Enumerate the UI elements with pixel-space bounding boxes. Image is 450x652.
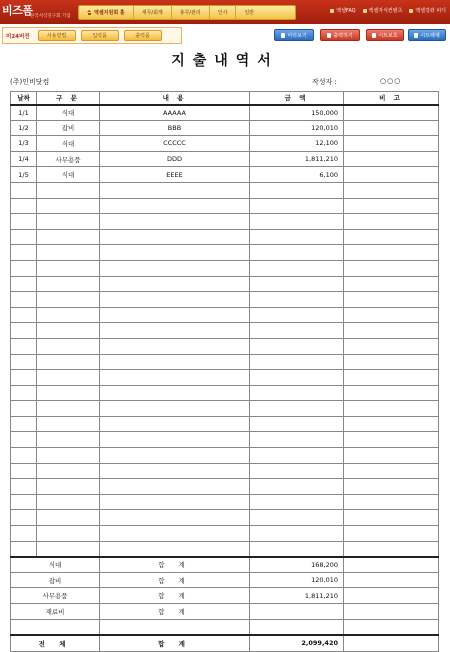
cell-amount[interactable] xyxy=(250,323,344,339)
cell-date[interactable] xyxy=(11,338,37,354)
empty-row xyxy=(11,448,439,464)
cell-date[interactable] xyxy=(11,463,37,479)
bullet-icon xyxy=(363,9,367,13)
cell-note[interactable] xyxy=(344,260,439,276)
cell-date[interactable] xyxy=(11,323,37,339)
nav-item-hr[interactable] xyxy=(209,6,236,19)
cell-content[interactable]: AAAAA xyxy=(100,105,250,121)
cell-date[interactable] xyxy=(11,292,37,308)
link-label: 엑셀자식컨텐츠 xyxy=(368,8,403,14)
cell-amount[interactable] xyxy=(250,214,344,230)
cell-category[interactable]: 사무용품 xyxy=(37,151,100,167)
empty-row xyxy=(11,541,439,557)
cell-note[interactable] xyxy=(344,370,439,386)
summary-row xyxy=(11,557,439,573)
summary-row xyxy=(11,588,439,604)
home-icon xyxy=(87,10,92,15)
cell-amount[interactable] xyxy=(250,370,344,386)
cell-amount[interactable] xyxy=(250,479,344,495)
summary-category[interactable] xyxy=(11,619,100,635)
cell-date[interactable] xyxy=(11,276,37,292)
summary-amount: 168,200 xyxy=(250,557,344,573)
grand-total-note xyxy=(344,635,439,652)
empty-row xyxy=(11,479,439,495)
cell-note[interactable] xyxy=(344,526,439,542)
cell-amount[interactable] xyxy=(250,494,344,510)
table-header-row xyxy=(11,92,439,105)
print-button[interactable] xyxy=(320,29,360,41)
sheet-protect-button[interactable] xyxy=(366,29,404,41)
cell-date[interactable] xyxy=(11,354,37,370)
preview-icon xyxy=(281,33,285,38)
cell-note[interactable] xyxy=(344,354,439,370)
cell-content[interactable] xyxy=(100,448,250,464)
cell-amount[interactable] xyxy=(250,448,344,464)
cell-amount[interactable]: 6,100 xyxy=(250,167,344,183)
cell-note[interactable] xyxy=(344,541,439,557)
cell-content[interactable] xyxy=(100,401,250,417)
cell-content[interactable] xyxy=(100,385,250,401)
empty-row xyxy=(11,463,439,479)
summary-label: 합 계 xyxy=(100,557,250,573)
cell-category[interactable] xyxy=(37,354,100,370)
summary-category[interactable]: 사무용품 xyxy=(11,588,100,604)
cell-amount[interactable] xyxy=(250,401,344,417)
top-bar xyxy=(0,0,450,24)
cell-note[interactable] xyxy=(344,323,439,339)
cell-amount[interactable] xyxy=(250,526,344,542)
print-label: 출력하기 xyxy=(333,32,353,39)
company-name: (주)인비닷컴 xyxy=(10,78,50,86)
cell-note[interactable] xyxy=(344,182,439,198)
summary-label: 합 계 xyxy=(100,588,250,604)
cell-content[interactable] xyxy=(100,260,250,276)
cell-date[interactable] xyxy=(11,370,37,386)
empty-row xyxy=(11,401,439,417)
cell-note[interactable] xyxy=(344,385,439,401)
cell-note[interactable] xyxy=(344,479,439,495)
version-box xyxy=(2,27,182,44)
utility-links xyxy=(330,7,446,14)
version-label: 미24버전 xyxy=(6,33,30,40)
nav-item-label: 세무/회계 xyxy=(141,10,163,16)
cell-category[interactable] xyxy=(37,510,100,526)
sheet-unprotect-label: 시트해제 xyxy=(420,32,440,39)
cell-amount[interactable]: 120,010 xyxy=(250,120,344,136)
cell-date[interactable] xyxy=(11,245,37,261)
cell-category[interactable] xyxy=(37,526,100,542)
cell-amount[interactable] xyxy=(250,260,344,276)
cell-content[interactable] xyxy=(100,463,250,479)
summary-label: 합 계 xyxy=(100,604,250,620)
cell-amount[interactable] xyxy=(250,276,344,292)
cell-date[interactable]: 1/2 xyxy=(11,120,37,136)
print-icon xyxy=(327,33,331,38)
cell-content[interactable] xyxy=(100,479,250,495)
cell-date[interactable] xyxy=(11,260,37,276)
summary-note[interactable] xyxy=(344,557,439,573)
summary-note[interactable] xyxy=(344,604,439,620)
output-form-button[interactable]: 출력폼 xyxy=(124,30,162,41)
cell-category[interactable] xyxy=(37,276,100,292)
table-row xyxy=(11,136,439,152)
empty-row xyxy=(11,260,439,276)
cell-category[interactable] xyxy=(37,416,100,432)
cell-note[interactable] xyxy=(344,494,439,510)
writer-label: 작성자 : xyxy=(312,78,337,86)
preview-button[interactable] xyxy=(274,29,314,41)
cell-content[interactable] xyxy=(100,354,250,370)
empty-row xyxy=(11,276,439,292)
cell-date[interactable] xyxy=(11,510,37,526)
nav-item-general[interactable] xyxy=(235,6,262,19)
table-row xyxy=(11,167,439,183)
cell-note[interactable] xyxy=(344,151,439,167)
empty-row xyxy=(11,307,439,323)
cell-content[interactable]: DDD xyxy=(100,151,250,167)
cell-note[interactable] xyxy=(344,214,439,230)
bizform-logo[interactable] xyxy=(2,2,74,22)
cell-note[interactable] xyxy=(344,198,439,214)
cell-amount[interactable] xyxy=(250,510,344,526)
link-excel-faq[interactable] xyxy=(330,7,355,14)
sheet-unprotect-button[interactable] xyxy=(408,29,446,41)
cell-content[interactable] xyxy=(100,541,250,557)
cell-category[interactable] xyxy=(37,307,100,323)
cell-content[interactable] xyxy=(100,276,250,292)
cell-date[interactable] xyxy=(11,448,37,464)
empty-row xyxy=(11,214,439,230)
cell-note[interactable] xyxy=(344,292,439,308)
cell-category[interactable] xyxy=(37,338,100,354)
cell-note[interactable] xyxy=(344,136,439,152)
cell-category[interactable] xyxy=(37,245,100,261)
cell-note[interactable] xyxy=(344,401,439,417)
cell-content[interactable]: EEEE xyxy=(100,167,250,183)
nav-item-home[interactable] xyxy=(79,6,133,19)
nav-item-label: 인사 xyxy=(217,10,228,16)
grand-total-amount: 2,099,420 xyxy=(250,635,344,652)
cell-category[interactable]: 잡비 xyxy=(37,120,100,136)
sheet-protect-label: 시트보호 xyxy=(378,32,398,39)
cell-note[interactable] xyxy=(344,167,439,183)
grand-total-label: 전 체 xyxy=(11,635,100,652)
link-excel-lecture[interactable] xyxy=(409,7,446,14)
empty-row xyxy=(11,182,439,198)
cell-category[interactable] xyxy=(37,214,100,230)
cell-date[interactable] xyxy=(11,214,37,230)
cell-date[interactable]: 1/1 xyxy=(11,105,37,121)
empty-row xyxy=(11,292,439,308)
cell-amount[interactable]: 1,811,210 xyxy=(250,151,344,167)
cell-category[interactable] xyxy=(37,260,100,276)
summary-row xyxy=(11,604,439,620)
summary-note[interactable] xyxy=(344,588,439,604)
cell-category[interactable] xyxy=(37,323,100,339)
cell-content[interactable] xyxy=(100,292,250,308)
cell-note[interactable] xyxy=(344,229,439,245)
cell-category[interactable] xyxy=(37,479,100,495)
cell-category[interactable] xyxy=(37,385,100,401)
cell-content[interactable] xyxy=(100,510,250,526)
cell-date[interactable]: 1/3 xyxy=(11,136,37,152)
cell-category[interactable]: 식대 xyxy=(37,105,100,121)
cell-date[interactable]: 1/5 xyxy=(11,167,37,183)
cell-date[interactable] xyxy=(11,541,37,557)
cell-amount[interactable]: 12,100 xyxy=(250,136,344,152)
empty-row xyxy=(11,494,439,510)
table-row xyxy=(11,120,439,136)
cell-amount[interactable] xyxy=(250,338,344,354)
cell-note[interactable] xyxy=(344,338,439,354)
cell-content[interactable] xyxy=(100,182,250,198)
column-header-note: 비 고 xyxy=(344,92,439,105)
empty-row xyxy=(11,416,439,432)
cell-category[interactable] xyxy=(37,401,100,417)
empty-row xyxy=(11,245,439,261)
cell-category[interactable] xyxy=(37,448,100,464)
cell-date[interactable] xyxy=(11,385,37,401)
cell-category[interactable] xyxy=(37,292,100,308)
summary-category[interactable]: 식대 xyxy=(11,557,100,573)
nav-item-label: 총무/관리 xyxy=(179,10,201,16)
cell-date[interactable] xyxy=(11,432,37,448)
cell-category[interactable] xyxy=(37,463,100,479)
cell-date[interactable] xyxy=(11,307,37,323)
cell-amount[interactable]: 150,000 xyxy=(250,105,344,121)
main-nav xyxy=(78,5,296,20)
unlock-icon xyxy=(414,33,418,38)
empty-row xyxy=(11,432,439,448)
preview-label: 미리보기 xyxy=(287,32,307,39)
cell-category[interactable] xyxy=(37,198,100,214)
grand-total-sum-label: 합 계 xyxy=(100,635,250,652)
cell-content[interactable] xyxy=(100,494,250,510)
cell-date[interactable] xyxy=(11,526,37,542)
cell-content[interactable] xyxy=(100,338,250,354)
summary-label xyxy=(100,619,250,635)
column-header-category: 구 분 xyxy=(37,92,100,105)
logo-subtext: 한국서식연구회 기업 xyxy=(30,14,71,19)
cell-content[interactable]: BBB xyxy=(100,120,250,136)
cell-content[interactable] xyxy=(100,323,250,339)
cell-content[interactable] xyxy=(100,214,250,230)
cell-date[interactable] xyxy=(11,198,37,214)
empty-row xyxy=(11,229,439,245)
summary-label: 합 계 xyxy=(100,572,250,588)
cell-note[interactable] xyxy=(344,105,439,121)
summary-note[interactable] xyxy=(344,619,439,635)
empty-row xyxy=(11,354,439,370)
summary-amount xyxy=(250,619,344,635)
cell-note[interactable] xyxy=(344,432,439,448)
summary-category[interactable]: 재료비 xyxy=(11,604,100,620)
cell-amount[interactable] xyxy=(250,245,344,261)
cell-date[interactable] xyxy=(11,229,37,245)
table-row xyxy=(11,105,439,121)
cell-amount[interactable] xyxy=(250,292,344,308)
cell-category[interactable] xyxy=(37,229,100,245)
empty-row xyxy=(11,510,439,526)
cell-category[interactable] xyxy=(37,182,100,198)
nav-item-label: 엑셀지원회 홈 xyxy=(94,10,125,16)
summary-amount: 120,010 xyxy=(250,572,344,588)
summary-row xyxy=(11,572,439,588)
summary-amount xyxy=(250,604,344,620)
cell-note[interactable] xyxy=(344,120,439,136)
cell-amount[interactable] xyxy=(250,463,344,479)
cell-content[interactable] xyxy=(100,307,250,323)
cell-amount[interactable] xyxy=(250,541,344,557)
cell-note[interactable] xyxy=(344,307,439,323)
cell-content[interactable]: CCCCC xyxy=(100,136,250,152)
nav-item-label: 일반 xyxy=(244,10,255,16)
sheet-toolbar xyxy=(0,26,450,46)
cell-amount[interactable] xyxy=(250,182,344,198)
column-header-amount: 금 액 xyxy=(250,92,344,105)
summary-row xyxy=(11,619,439,635)
cell-category[interactable] xyxy=(37,432,100,448)
empty-row xyxy=(11,323,439,339)
cell-category[interactable] xyxy=(37,370,100,386)
cell-note[interactable] xyxy=(344,276,439,292)
cell-content[interactable] xyxy=(100,432,250,448)
cell-content[interactable] xyxy=(100,526,250,542)
empty-row xyxy=(11,526,439,542)
empty-row xyxy=(11,385,439,401)
cell-amount[interactable] xyxy=(250,198,344,214)
writer-value: ○○○ xyxy=(380,77,402,85)
table-body xyxy=(11,105,439,652)
nav-item-tax-accounting[interactable] xyxy=(133,6,171,19)
cell-amount[interactable] xyxy=(250,416,344,432)
document-title: 지출내역서 xyxy=(171,53,279,69)
cell-content[interactable] xyxy=(100,198,250,214)
summary-category[interactable]: 잡비 xyxy=(11,572,100,588)
usage-guide-button[interactable]: 사용방법 xyxy=(38,30,76,41)
summary-note[interactable] xyxy=(344,572,439,588)
cell-content[interactable] xyxy=(100,370,250,386)
cell-content[interactable] xyxy=(100,245,250,261)
bullet-icon xyxy=(409,9,413,13)
cell-date[interactable] xyxy=(11,182,37,198)
cell-category[interactable]: 식대 xyxy=(37,167,100,183)
cell-amount[interactable] xyxy=(250,432,344,448)
empty-row xyxy=(11,370,439,386)
link-label: 엑셀FAQ xyxy=(336,8,356,14)
cell-date[interactable] xyxy=(11,401,37,417)
empty-row xyxy=(11,338,439,354)
cell-note[interactable] xyxy=(344,245,439,261)
cell-content[interactable] xyxy=(100,416,250,432)
cell-amount[interactable] xyxy=(250,354,344,370)
cell-category[interactable] xyxy=(37,541,100,557)
lock-icon xyxy=(372,33,376,38)
cell-date[interactable] xyxy=(11,479,37,495)
cell-note[interactable] xyxy=(344,416,439,432)
cell-category[interactable] xyxy=(37,494,100,510)
link-label: 엑셀강좌 피디 xyxy=(415,8,446,14)
cell-amount[interactable] xyxy=(250,385,344,401)
cell-content[interactable] xyxy=(100,229,250,245)
cell-date[interactable] xyxy=(11,416,37,432)
cell-category[interactable]: 식대 xyxy=(37,136,100,152)
cell-note[interactable] xyxy=(344,510,439,526)
column-header-date: 날짜 xyxy=(11,92,37,105)
cell-note[interactable] xyxy=(344,448,439,464)
bullet-icon xyxy=(330,9,334,13)
cell-amount[interactable] xyxy=(250,229,344,245)
grand-total-row xyxy=(11,635,439,652)
nav-item-general-affairs[interactable] xyxy=(171,6,209,19)
summary-amount: 1,811,210 xyxy=(250,588,344,604)
cell-date[interactable] xyxy=(11,494,37,510)
input-form-button[interactable]: 입력폼 xyxy=(81,30,119,41)
link-excel-contents[interactable] xyxy=(363,7,403,14)
cell-note[interactable] xyxy=(344,463,439,479)
cell-date[interactable]: 1/4 xyxy=(11,151,37,167)
column-header-content: 내 용 xyxy=(100,92,250,105)
expense-table xyxy=(10,91,439,652)
logo-text: 비즈폼 xyxy=(2,4,33,17)
empty-row xyxy=(11,198,439,214)
table-row xyxy=(11,151,439,167)
cell-amount[interactable] xyxy=(250,307,344,323)
